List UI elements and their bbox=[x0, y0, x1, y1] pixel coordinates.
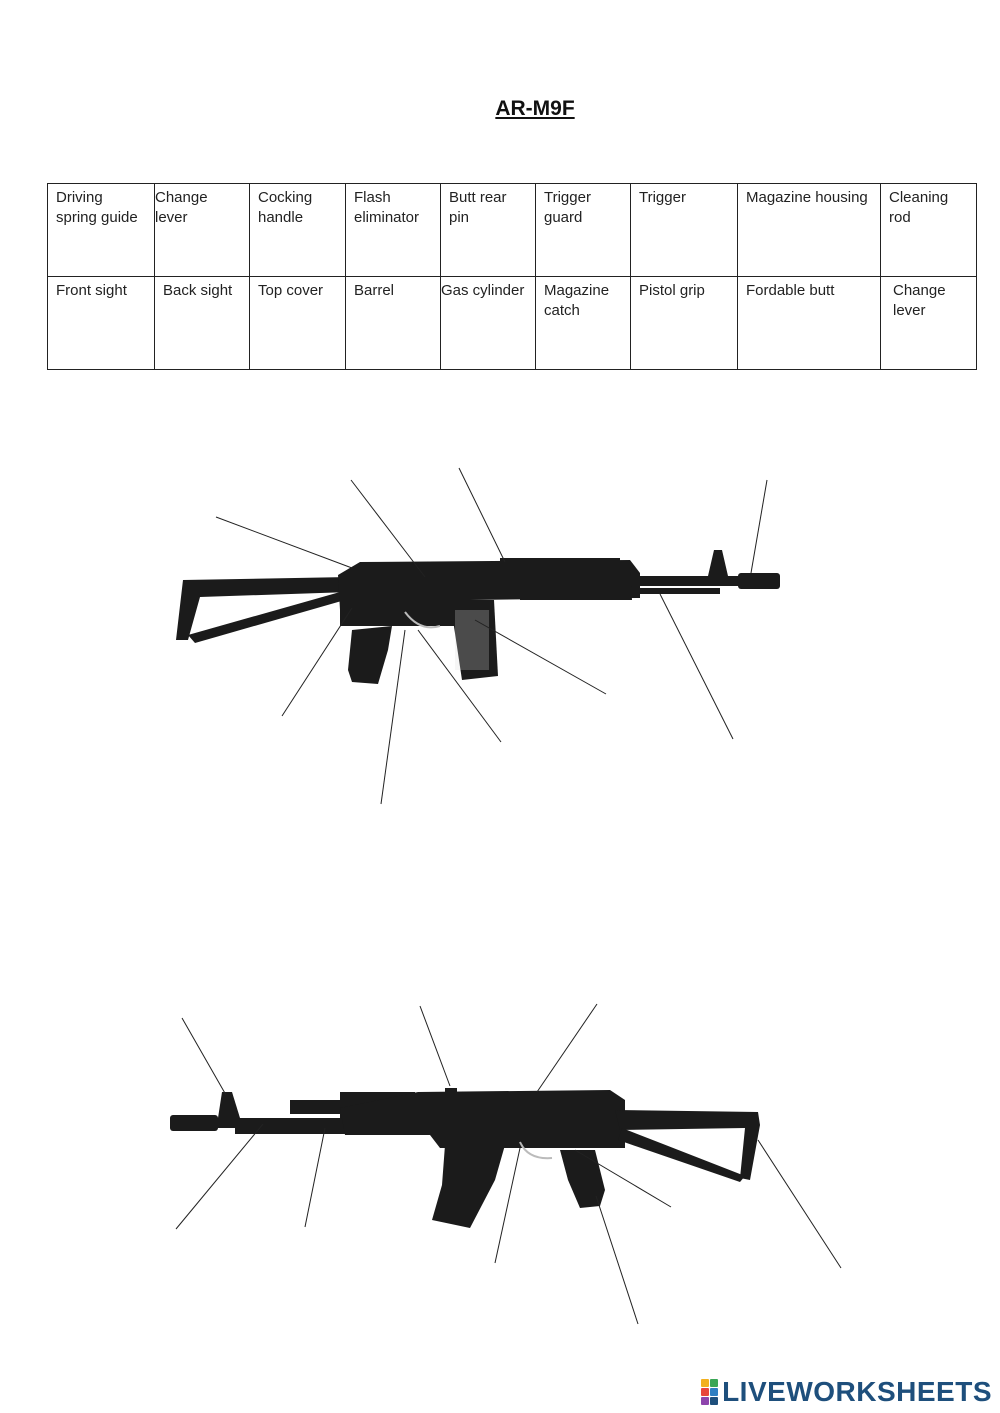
term-cell: Change lever bbox=[881, 277, 977, 370]
stock-brace bbox=[188, 592, 345, 643]
leader-lines-bottom bbox=[176, 1004, 841, 1324]
term-cell: Barrel bbox=[346, 277, 441, 370]
rifle-right-facing-illustration bbox=[0, 440, 1000, 840]
term-cell: Magazine housing bbox=[738, 184, 881, 277]
term-cell: Fordable butt bbox=[738, 277, 881, 370]
liveworksheets-logo bbox=[701, 1374, 992, 1410]
term-cell: Change lever bbox=[155, 184, 250, 277]
terms-row bbox=[48, 277, 977, 370]
terms-table bbox=[47, 183, 977, 370]
logo-square bbox=[701, 1388, 709, 1396]
term-cell: Pistol grip bbox=[631, 277, 738, 370]
term-cell: Trigger guard bbox=[536, 184, 631, 277]
rifle-diagram-bottom bbox=[0, 980, 1000, 1340]
brand-name: LIVEWORKSHEETS bbox=[722, 1376, 992, 1407]
term-cell: Cocking handle bbox=[250, 184, 346, 277]
term-cell: Magazine catch bbox=[536, 277, 631, 370]
term-cell: Flash eliminator bbox=[346, 184, 441, 277]
term-cell: Butt rear pin bbox=[441, 184, 536, 277]
stock-shape bbox=[176, 577, 350, 640]
term-cell: Driving spring guide bbox=[48, 184, 155, 277]
worksheet-title: AR-M9F bbox=[495, 97, 575, 120]
term-cell: Top cover bbox=[250, 277, 346, 370]
term-cell: Back sight bbox=[155, 277, 250, 370]
logo-square bbox=[701, 1379, 709, 1387]
liveworksheets-logo-icon bbox=[701, 1379, 718, 1405]
rifle-diagram-top bbox=[0, 440, 1000, 840]
logo-square bbox=[710, 1379, 718, 1387]
term-cell: Gas cylinder bbox=[441, 277, 536, 370]
logo-square bbox=[710, 1397, 718, 1405]
rifle-left-facing-illustration bbox=[0, 980, 1000, 1340]
logo-square bbox=[710, 1388, 718, 1396]
term-cell: Front sight bbox=[48, 277, 155, 370]
term-cell: Trigger bbox=[631, 184, 738, 277]
logo-square bbox=[701, 1397, 709, 1405]
term-cell: Cleaning rod bbox=[881, 184, 977, 277]
terms-row bbox=[48, 184, 977, 277]
